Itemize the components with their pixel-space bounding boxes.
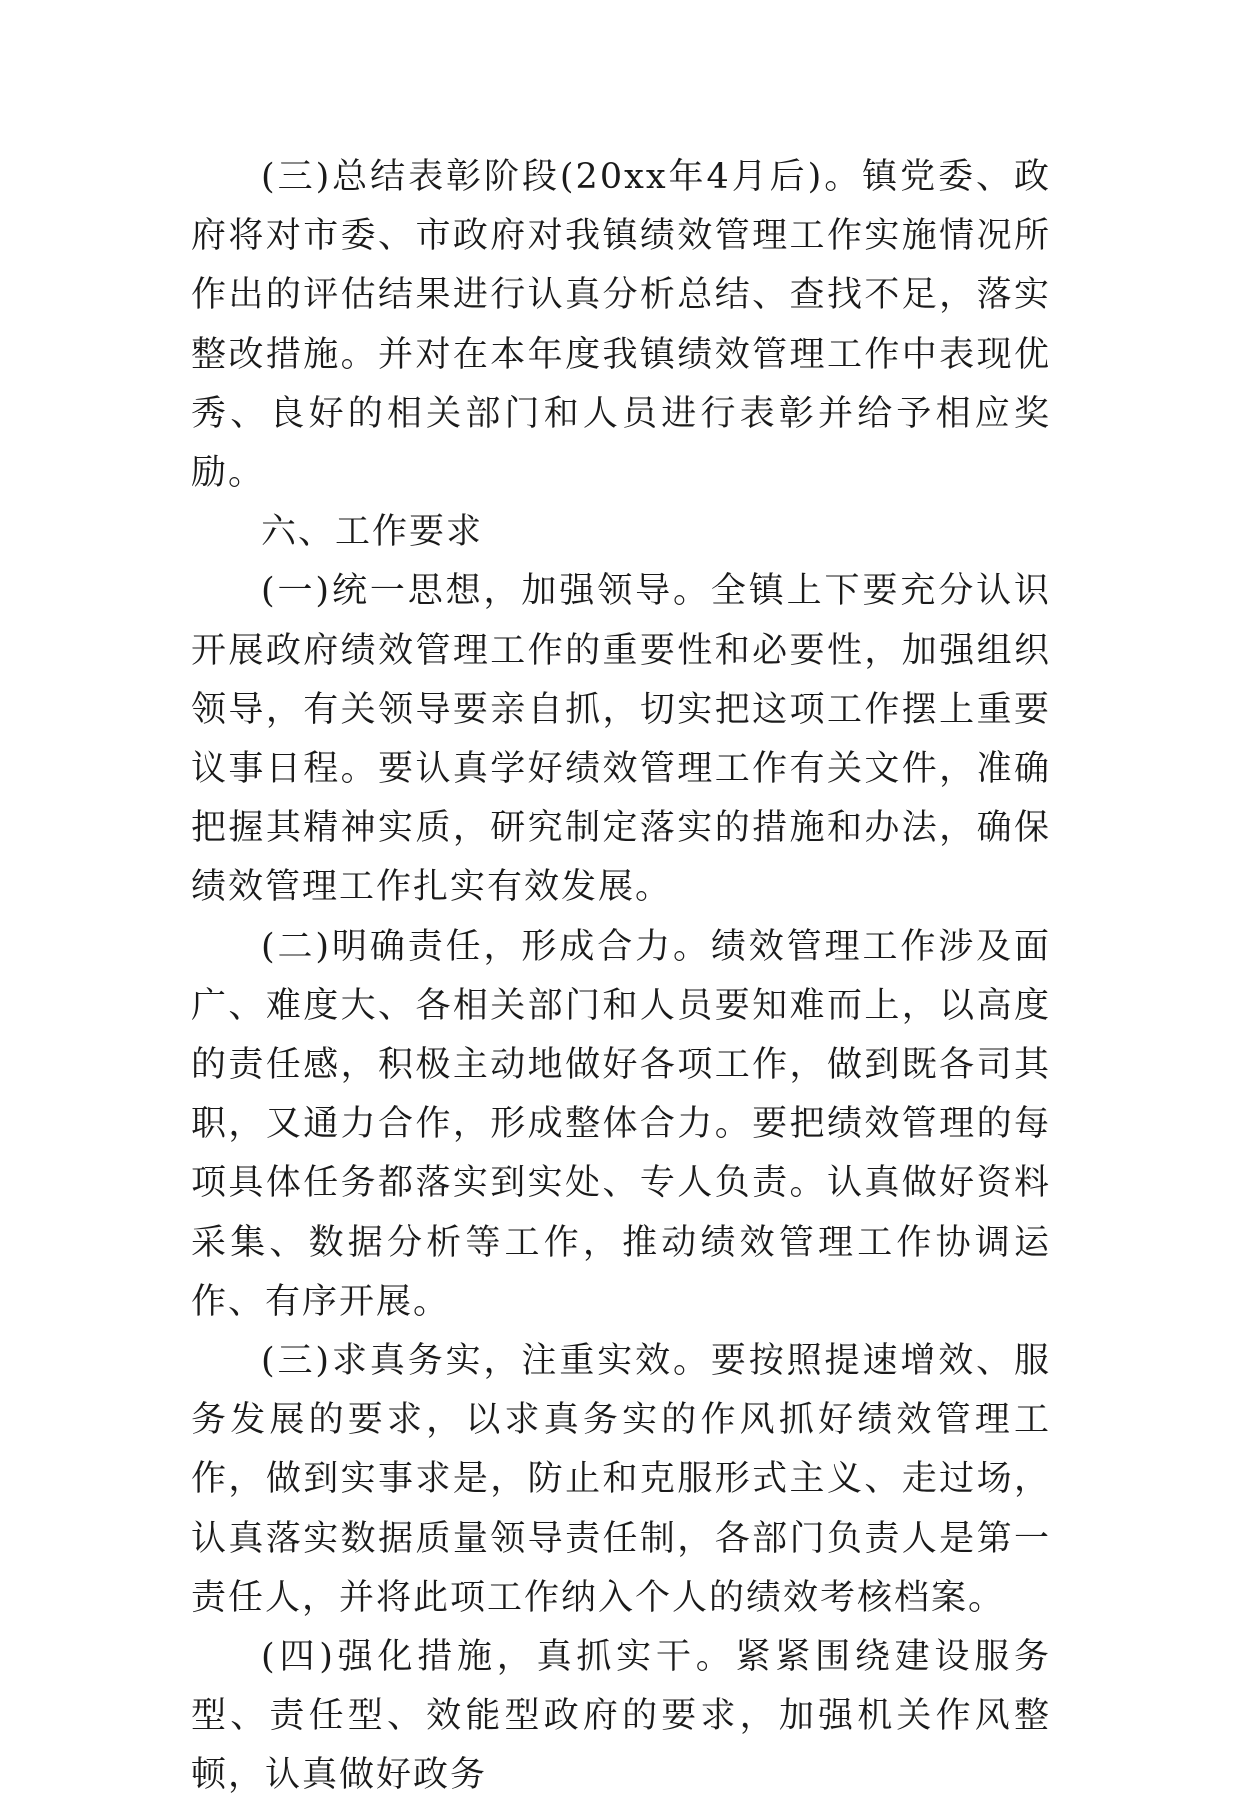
paragraph-unify-thinking: (一)统一思想，加强领导。全镇上下要充分认识开展政府绩效管理工作的重要性和必要性，加强组织领导，有关领导要亲自抓，切实把这项工作摆上重要议事日程。要认真学好绩效管理工作有关文件，准确把握其精神实质，研究制定落实的措施和办法，确保绩效管理工作扎实有效发展。 [191,571,1051,908]
paragraph-clarify-responsibility: (二)明确责任，形成合力。绩效管理工作涉及面广、难度大、各相关部门和人员要知难而上，以高度的责任感，积极主动地做好各项工作，做到既各司其职，又通力合作，形成整体合力。要把绩效管理的每项具体任务都落实到实处、专人负责。认真做好资料采集、数据分析等工作，推动绩效管理工作协调运作、有序开展。 [191,926,1051,1322]
section-heading-work-requirements: 六、工作要求 [261,512,484,553]
paragraph-summary-commendation-stage: (三)总结表彰阶段(20xx年4月后)。镇党委、政府将对市委、市政府对我镇绩效管理工作实施情况所作出的评估结果进行认真分析总结、查找不足，落实整改措施。并对在本年度我镇绩效管理工作中表现优秀、良好的相关部门和人员进行表彰并给予相应奖励。 [191,157,1051,494]
paragraph-seek-truth: (三)求真务实，注重实效。要按照提速增效、服务发展的要求，以求真务实的作风抓好绩效管理工作，做到实事求是，防止和克服形式主义、走过场，认真落实数据质量领导责任制，各部门负责人是第一责任人，并将此项工作纳入个人的绩效考核档案。 [191,1341,1051,1618]
paragraph-strengthen-measures: (四)强化措施，真抓实干。紧紧围绕建设服务型、责任型、效能型政府的要求，加强机关作风整顿，认真做好政务 [191,1637,1051,1796]
document-body [191,148,1051,1806]
